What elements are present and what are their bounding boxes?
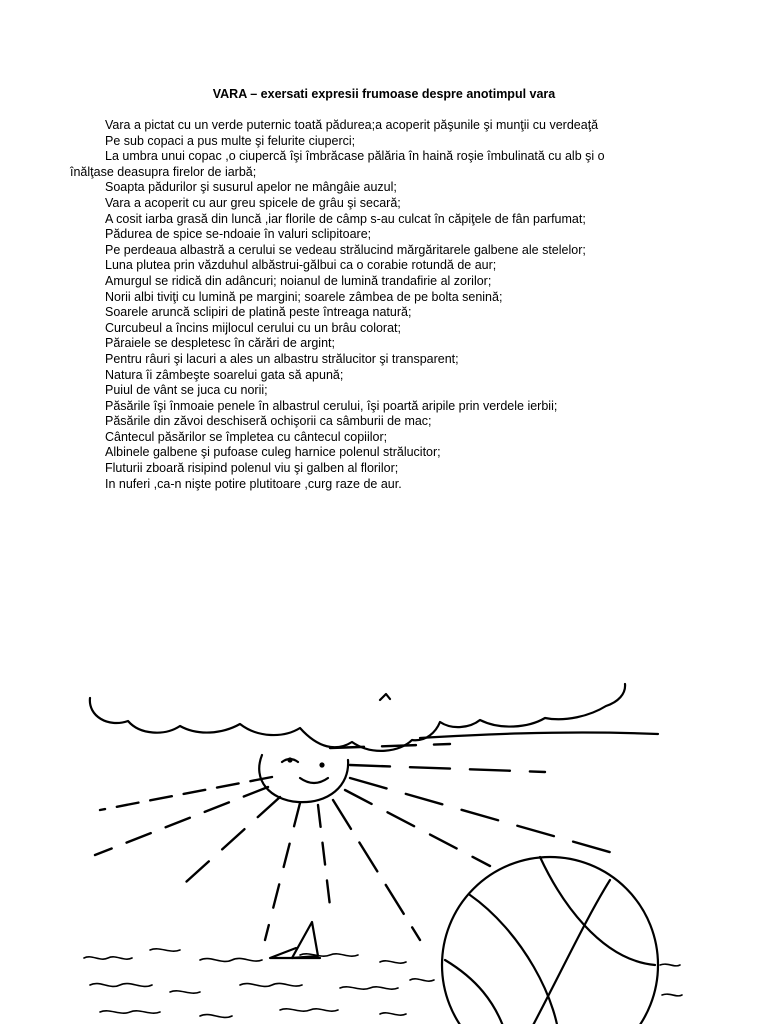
expression-line: Pe sub copaci a pus multe şi felurite ciuperci;: [105, 133, 356, 148]
bird-icon: [380, 694, 390, 700]
expression-line: Păsările îşi înmoaie penele în albastrul cerului, îşi poartă aripile prin verdele ierbii;: [105, 398, 558, 413]
expression-line: Amurgul se ridică din adâncuri; noianul de lumină trandafirie al zorilor;: [105, 273, 492, 288]
expression-line: Pentru râuri şi lacuri a ales un albastru strălucitor şi transparent;: [105, 351, 459, 366]
expression-line: Cântecul păsărilor se împletea cu cântecul copiilor;: [105, 429, 388, 444]
sea-waves: [84, 949, 682, 1018]
expression-line: Norii albi tiviţi cu lumină pe margini; soarele zâmbea de pe bolta senină;: [105, 289, 503, 304]
expression-line: înălţase deasupra firelor de iarbă;: [70, 164, 257, 179]
expression-line: In nuferi ,ca-n nişte potire plutitoare ,curg raze de aur.: [105, 476, 402, 491]
sun-icon: [259, 755, 348, 802]
expression-line: A cosit iarba grasă din luncă ,iar florile de câmp s-au culcat în căpiţele de fân parfumat;: [105, 211, 586, 226]
expression-line: Pe perdeaua albastră a cerului se vedeau strălucind mărgăritarele galbene ale stelelor;: [105, 242, 586, 257]
expression-line: Curcubeul a încins mijlocul cerului cu un brâu colorat;: [105, 320, 401, 335]
summer-coloring-illustration: [0, 660, 768, 1024]
sun-rays: [95, 744, 620, 940]
expression-line: Vara a pictat cu un verde puternic toată pădurea;a acoperit păşunile şi munţii cu verdeaţă: [105, 118, 599, 132]
expression-line: Natura îi zâmbeşte soarelui gata să apună;: [105, 367, 344, 382]
cloud-shape: [90, 684, 625, 751]
expression-line: Păsările din zăvoi deschiseră ochişorii ca sâmburii de mac;: [105, 414, 432, 429]
expressions-list: [70, 118, 710, 492]
page-title: VARA – exersati expresii frumoase despre anotimpul vara: [212, 87, 556, 101]
expression-line: Vara a acoperit cu aur greu spicele de grâu şi secară;: [105, 195, 401, 210]
expression-line: Soarele aruncă sclipiri de platină peste întreaga natură;: [105, 305, 412, 320]
expression-line: Fluturii zboară risipind polenul viu şi galben al florilor;: [105, 461, 399, 476]
cloud-underline: [420, 733, 658, 738]
sailboat-icon: [270, 922, 320, 958]
expression-line: Pădurea de spice se-ndoaie în valuri sclipitoare;: [105, 227, 372, 242]
expression-line: Albinele galbene şi pufoase culeg harnice polenul strălucitor;: [105, 445, 441, 460]
beach-ball-icon: [442, 857, 658, 1024]
expression-line: Soapta pădurilor şi susurul apelor ne mângâie auzul;: [105, 180, 397, 195]
expression-line: Puiul de vânt se juca cu norii;: [105, 383, 268, 398]
expression-line: Luna plutea prin văzduhul albăstrui-gălbui ca o corabie rotundă de aur;: [105, 258, 497, 273]
expression-line: Păraiele se despletesc în cărări de argint;: [105, 336, 335, 351]
expression-line: La umbra unui copac ,o ciupercă îşi îmbrăcase pălăria în haină roşie îmbulinată cu alb şi o: [105, 149, 605, 164]
